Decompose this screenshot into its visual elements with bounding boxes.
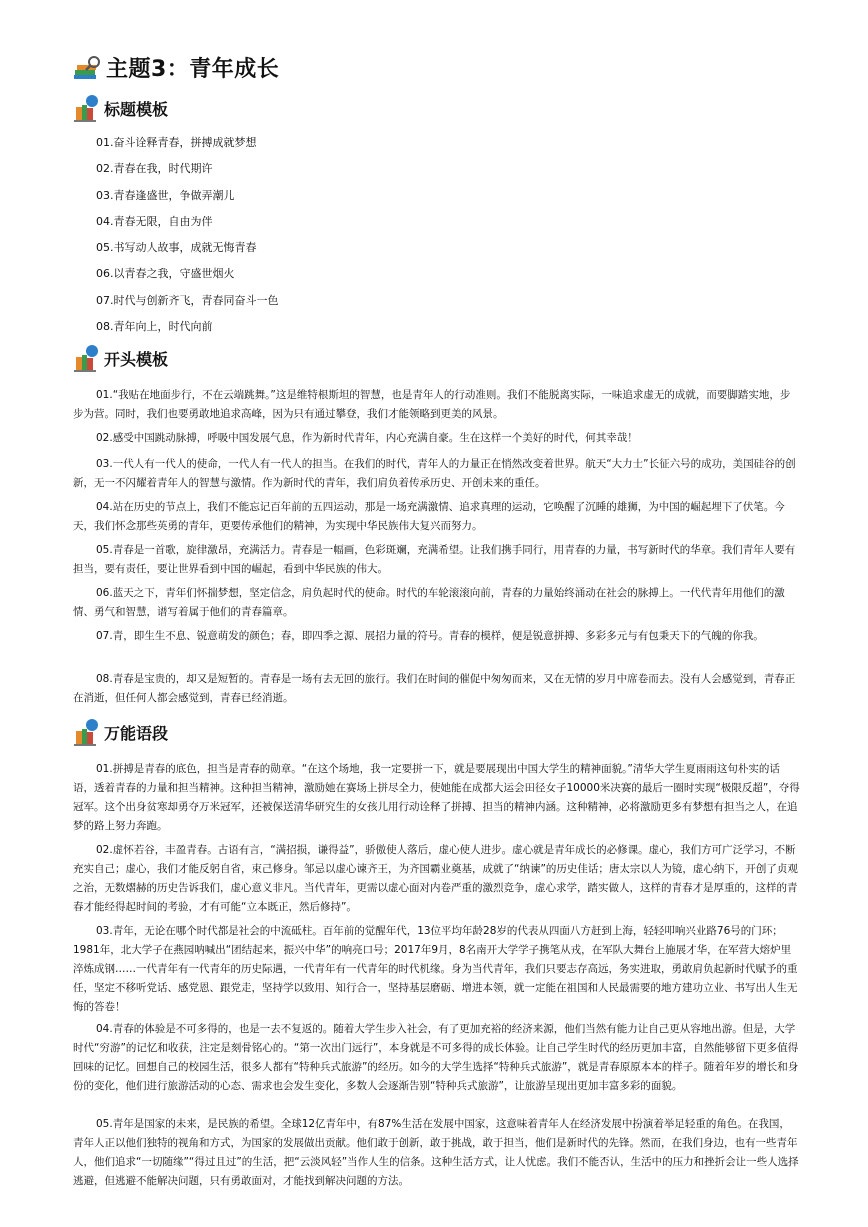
- section-title: 万能语段: [104, 723, 169, 743]
- section-title: 开头模板: [104, 349, 169, 369]
- paragraph: 08.青春是宝贵的，却又是短暂的。青春是一场有去无回的旅行。我们在时间的催促中匆匆而来，又在无情的岁月中席卷而去。没有人会感觉到，青春正在消逝，但任何人都会感觉到，青春已经消逝。: [73, 673, 796, 704]
- books-globe-icon: [72, 717, 102, 747]
- section-heading-openings: [72, 342, 168, 374]
- section-title: 标题模板: [104, 99, 169, 119]
- paragraph: 05.青年是国家的未来，是民族的希望。全球12亿青年中，有87%生活在发展中国家，这意味着青年人在经济发展中扮演着举足轻重的角色。在我国，青年人正以他们独特的视角和方式，为国家的发展做出贡献。他们敢于创新，敢于挑战，敢于担当，他们是新时代的先锋。然而，在我们身边，也有一些青年人，他们追求“一切随缘”“得过且过”的生活，把“云淡风轻”当作人生的信条。这种生活方式，让人忧虑。我们不能否认，生活中的压力和挫折会让一些人选择逃避，但逃避不能解决问题，只有勇敢面对，才能找到解决问题的方法。: [73, 1118, 799, 1187]
- paragraph: 01.拼搏是青春的底色，担当是青春的勋章。“在这个场地，我一定要拼一下，就是要展现出中国大学生的精神面貌。”清华大学生夏雨雨这句朴实的话语，透着青春的力量和担当精神。这种担当精神，激励她在赛场上拼尽全力，使她能在成都大运会田径女子10000米决赛的最后一圈时实现“极限反超”，夺得冠军。这个出身贫寒却勇夺万米冠军，还被保送清华研究生的女孩儿用行动诠释了拼搏、担当的精神内涵。这种精神，必将激励更多有梦想有担当之人，在追梦的路上努力奔跑。: [73, 763, 800, 832]
- list-item: 01.奋斗诠释青春，拼搏成就梦想: [96, 136, 257, 149]
- list-item: 05.书写动人故事，成就无悔青春: [96, 241, 257, 255]
- paragraph: 02.感受中国跳动脉搏，呼吸中国发展气息，作为新时代青年，内心充满自豪。生在这样一个美好的时代，何其幸哉！: [96, 432, 638, 444]
- paragraph: 01.“我贴在地面步行，不在云端跳舞。”这是维特根斯坦的智慧，也是青年人的行动准则。我们不能脱离实际，一味追求虚无的成就，而要脚踏实地，步步为营。同时，我们也要勇敢地追求高峰，因为只有通过攀登，我们才能领略到更美的风景。: [73, 389, 791, 420]
- paragraph: 03.一代人有一代人的使命，一代人有一代人的担当。在我们的时代，青年人的力量正在悄然改变着世界。航天“大力士”长征六号的成功，美国硅谷的创新，无一不闪耀着青年人的智慧与激情。作为新时代的青年，我们肩负着传承历史、开创未来的重任。: [73, 458, 796, 489]
- books-magnifier-icon: [72, 52, 102, 82]
- page-title: 主题3：青年成长: [106, 56, 280, 82]
- paragraph: 02.虚怀若谷，丰盈青春。古语有言，“满招损，谦得益”，骄傲使人落后，虚心使人进步。虚心就是青年成长的必修课。虚心，我们方可广泛学习，不断充实自己；虚心，我们才能反躬自省，束己修身。邹忌以虚心谏齐王，为齐国霸业奠基，成就了“纳谏”的历史佳话；唐太宗以人为镜，虚心纳下，开创了贞观之治，无数熠赫的历史告诉我们，虚心意义非凡。当代青年，更需以虚心面对内卷严重的激烈竞争，虚心求学，踏实做人，这样的青春才是厚重的，这样的青春才能经得起时间的考验，才有可能“立本既正，然后修持”。: [73, 844, 798, 913]
- section-heading-titles: [72, 92, 168, 124]
- list-item: 07.时代与创新齐飞，青春同奋斗一色: [96, 293, 279, 307]
- main-title: [72, 50, 279, 84]
- list-item: 02.青春在我，时代期许: [96, 162, 213, 176]
- paragraph: 06.蓝天之下，青年们怀揣梦想，坚定信念，肩负起时代的使命。时代的车轮滚滚向前，青春的力量始终涌动在社会的脉搏上。一代代青年用他们的激情、勇气和智慧，谱写着属于他们的青春篇章。: [73, 587, 785, 618]
- list-item: 08.青年向上，时代向前: [96, 320, 213, 334]
- paragraph: 04.青春的体验是不可多得的，也是一去不复返的。随着大学生步入社会，有了更加充裕的经济来源，他们当然有能力让自己更从容地出游。但是，大学时代“穷游”的记忆和收获，注定是刻骨铭心的。“第一次出门远行”，本身就是不可多得的成长体验。让自己学生时代的经历更加丰富，自然能够留下更多值得回味的记忆。回想自己的校园生活，很多人都有“特种兵式旅游”的经历。如今的大学生选择“特种兵式旅游”，就是青春原原本本的样子。随着年岁的增长和身份的变化，他们进行旅游活动的心态、需求也会发生变化，多数人会逐渐告别“特种兵式旅游”，让旅游呈现出更加丰富多彩的面貌。: [73, 1023, 799, 1092]
- section-heading-passages: [72, 716, 168, 748]
- paragraph: 04.站在历史的节点上，我们不能忘记百年前的五四运动，那是一场充满激情、追求真理的运动，它唤醒了沉睡的雄狮，为中国的崛起埋下了伏笔。今天，我们怀念那些英勇的青年，更要传承他们的精神，为实现中华民族伟大复兴而努力。: [73, 501, 785, 532]
- books-globe-icon: [72, 93, 102, 123]
- paragraph: 07.青，即生生不息、锐意萌发的颜色；春，即四季之源、展招力量的符号。青春的模样，便是锐意拼搏、多彩多元与有包秉天下的气魄的你我。: [96, 630, 764, 642]
- list-item: 06.以青春之我，守盛世烟火: [96, 267, 235, 281]
- paragraph: 05.青春是一首歌，旋律激昂，充满活力。青春是一幅画，色彩斑斓，充满希望。让我们携手同行，用青春的力量，书写新时代的华章。我们青年人要有担当，要有责任，要让世界看到中国的崛起，看到中华民族的伟大。: [73, 544, 796, 575]
- list-item: 04.青春无限，自由为伴: [96, 214, 213, 228]
- list-item: 03.青春逢盛世，争做弄潮儿: [96, 188, 235, 202]
- books-globe-icon: [72, 343, 102, 373]
- paragraph: 03.青年，无论在哪个时代都是社会的中流砥柱。百年前的觉醒年代，13位平均年龄28岁的代表从四面八方赶到上海，轻轻叩响兴业路76号的门环；1981年，北大学子在燕园呐喊出“团结起来，振兴中华”的响亮口号；2017年9月，8名南开大学学子携笔从戎，在军队大舞台上施展才华，在军营大熔炉里淬炼成钢……一代青年有一代青年的历史际遇，一代青年有一代青年的时代机缘。身为当代青年，我们只要志存高远，务实进取，勇敢肩负起新时代赋予的重任，坚定不移听党话、感党恩、跟党走，坚持学以致用、知行合一，坚持基层磨砺、增进本领，就一定能在祖国和人民最需要的地方建功立业、书写出人生无悔的答卷！: [73, 925, 798, 1013]
- title-template-list: [96, 130, 279, 340]
